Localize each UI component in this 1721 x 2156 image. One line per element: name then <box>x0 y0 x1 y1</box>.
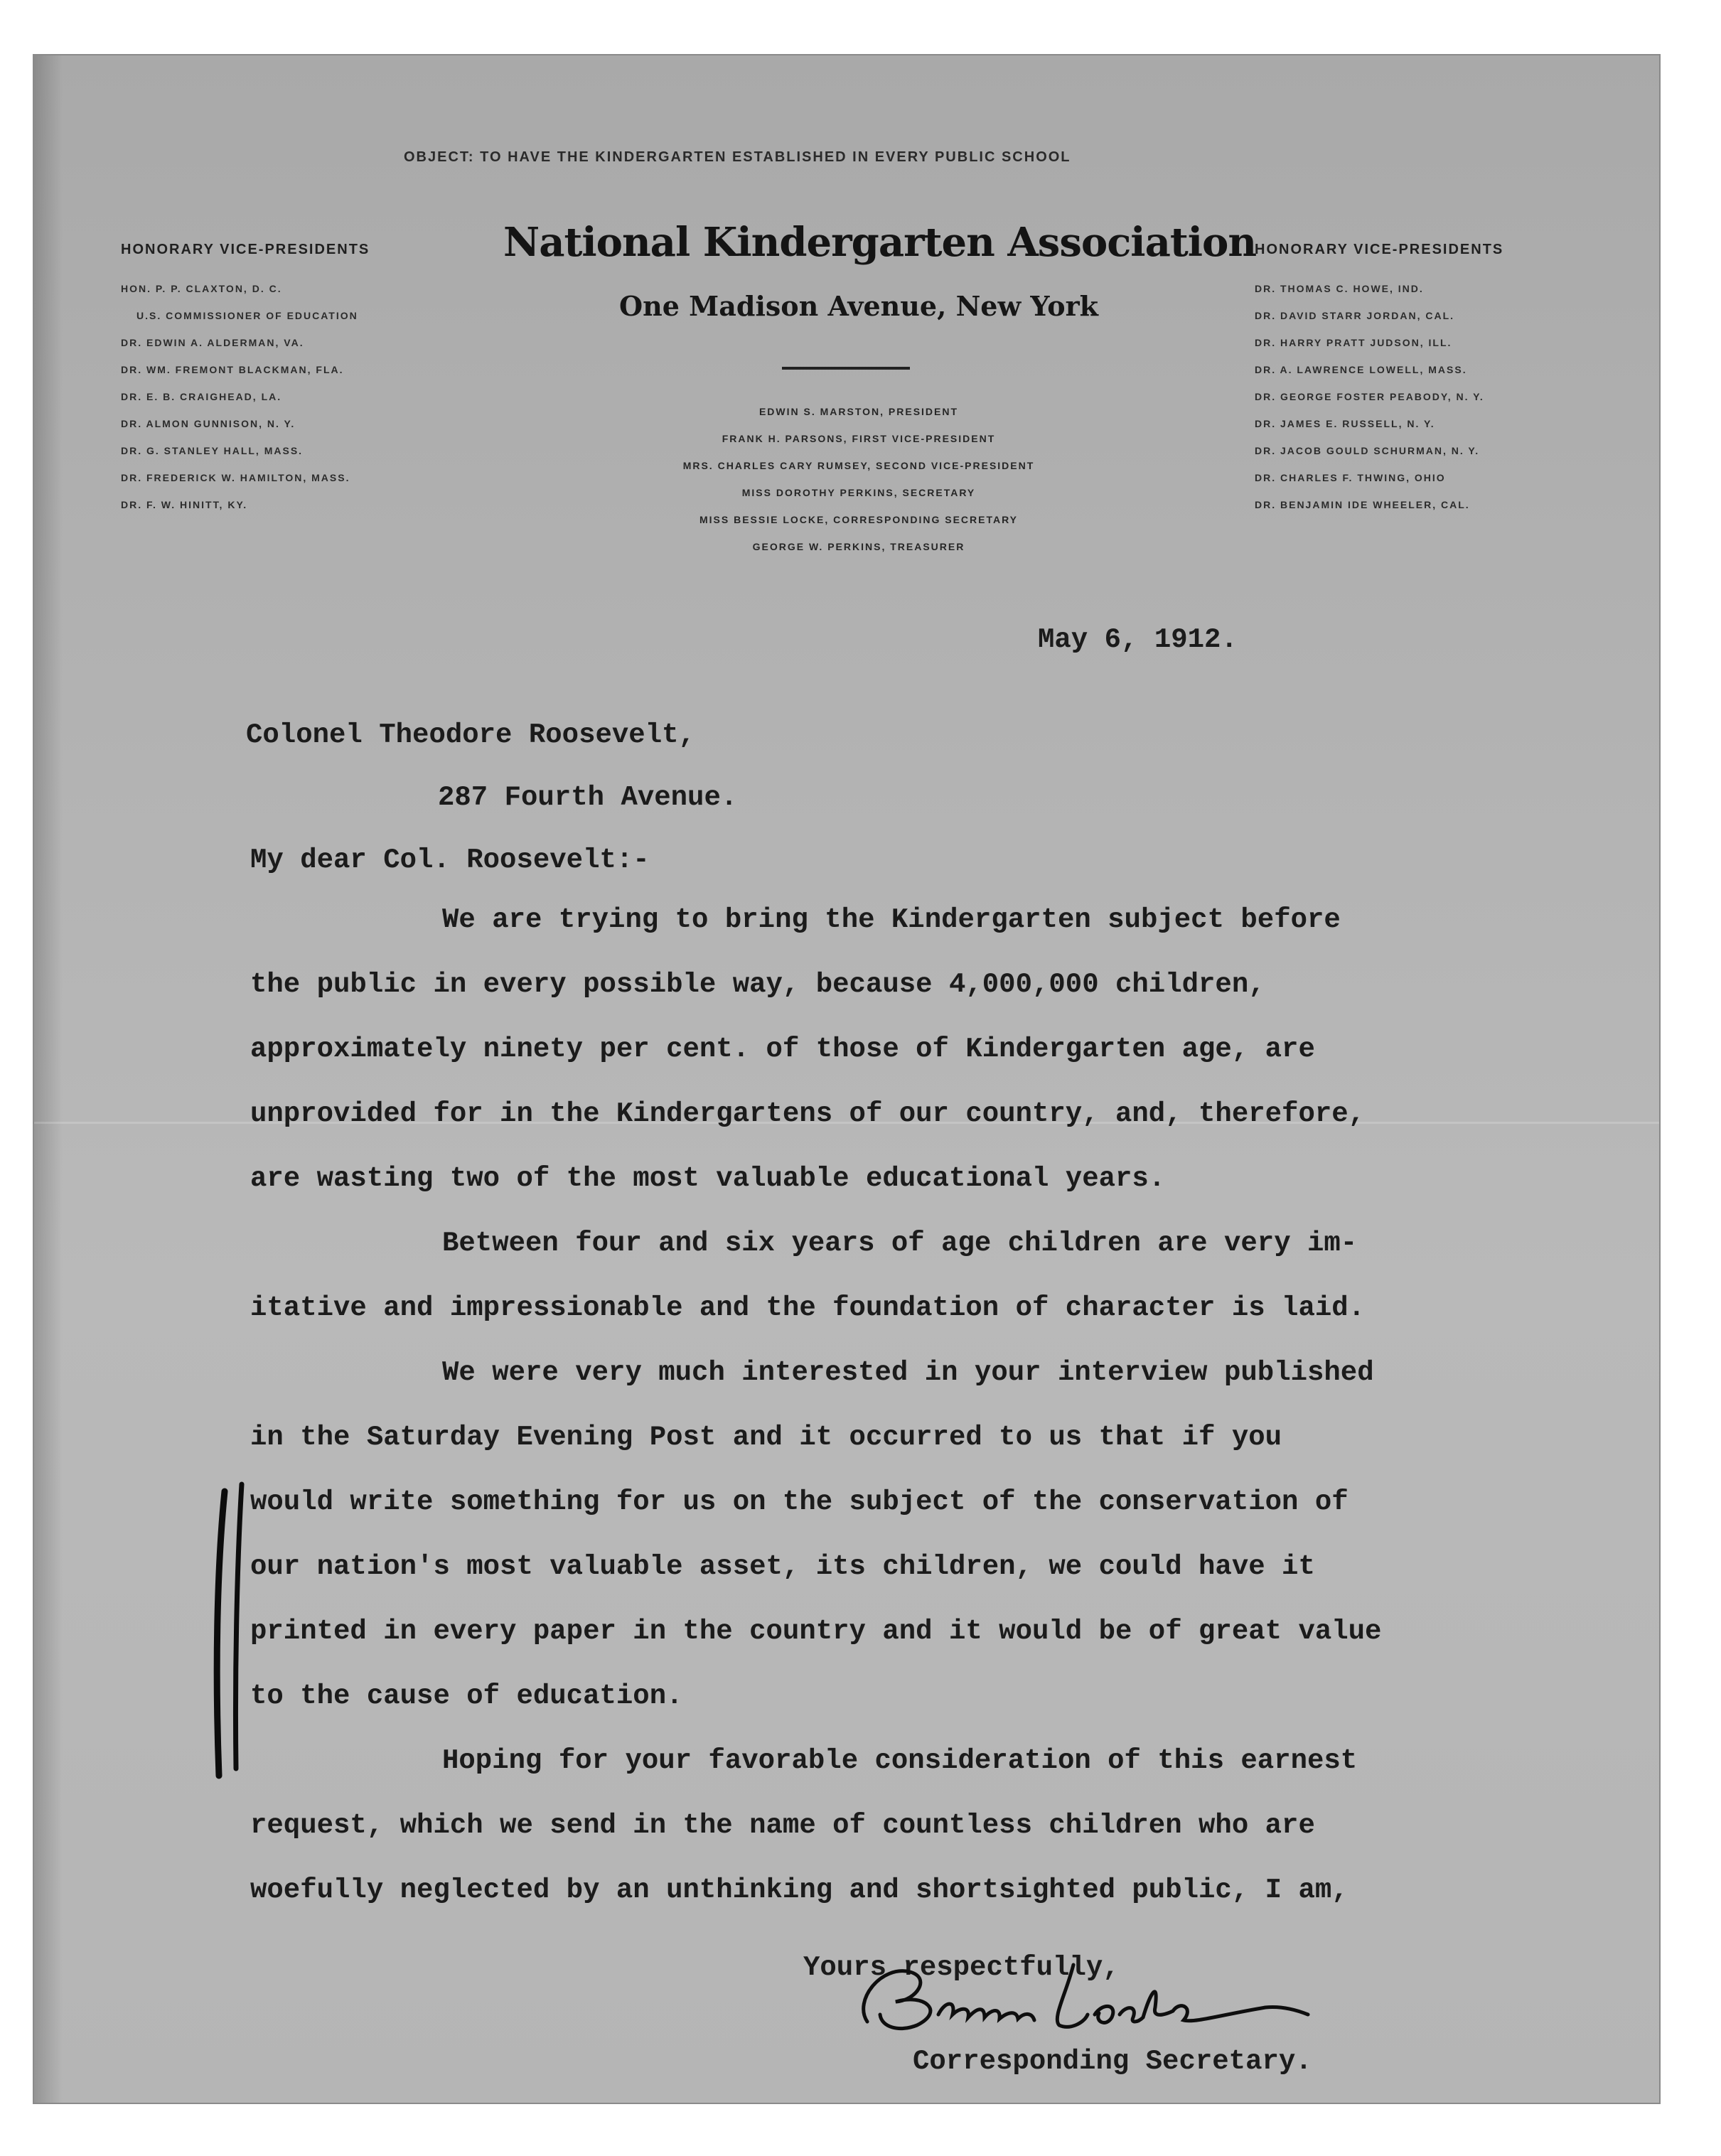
vice-president-entry: DR. FREDERICK W. HAMILTON, MASS. <box>121 472 350 483</box>
letter-body <box>250 899 1601 1934</box>
body-line: Hoping for your favorable consideration of this earnest <box>442 1745 1358 1776</box>
recipient-name: Colonel Theodore Roosevelt, <box>246 719 695 751</box>
letterhead-divider <box>782 367 910 370</box>
body-line: request, which we send in the name of countless children who are <box>250 1810 1315 1841</box>
vice-president-entry: DR. G. STANLEY HALL, MASS. <box>121 445 304 456</box>
officer-entry: EDWIN S. MARSTON, PRESIDENT <box>758 406 959 417</box>
body-line: in the Saturday Evening Post and it occurred to us that if you <box>250 1422 1282 1453</box>
body-line: approximately ninety per cent. of those of Kindergarten age, are <box>250 1034 1315 1065</box>
handwritten-signature <box>839 1943 1322 2043</box>
vice-president-entry: DR. JACOB GOULD SCHURMAN, N. Y. <box>1255 445 1480 456</box>
vice-president-entry: DR. THOMAS C. HOWE, IND. <box>1255 283 1424 294</box>
left-vice-presidents-heading: HONORARY VICE-PRESIDENTS <box>121 242 370 257</box>
vice-president-entry: DR. A. LAWRENCE LOWELL, MASS. <box>1255 364 1467 375</box>
body-line: the public in every possible way, because 4,000,000 children, <box>250 969 1265 1000</box>
officer-entry: MISS DOROTHY PERKINS, SECRETARY <box>741 487 976 498</box>
officer-entry: MISS BESSIE LOCKE, CORRESPONDING SECRETARY <box>699 514 1019 525</box>
recipient-address: 287 Fourth Avenue. <box>438 782 738 813</box>
letter-date: May 6, 1912. <box>1038 624 1238 655</box>
right-vice-presidents-list <box>1255 281 1484 525</box>
vice-president-entry: DR. F. W. HINITT, KY. <box>121 499 248 510</box>
body-line: We were very much interested in your interview published <box>442 1357 1374 1388</box>
vice-president-entry: DR. HARRY PRATT JUDSON, ILL. <box>1255 337 1452 348</box>
association-address: One Madison Avenue, New York <box>619 290 1098 322</box>
left-vice-presidents-list <box>121 281 358 525</box>
officer-entry: MRS. CHARLES CARY RUMSEY, SECOND VICE-PRESIDENT <box>682 460 1035 471</box>
body-line: Between four and six years of age children are very im- <box>442 1228 1358 1259</box>
vice-president-entry: DR. BENJAMIN IDE WHEELER, CAL. <box>1255 499 1470 510</box>
vice-president-entry: DR. DAVID STARR JORDAN, CAL. <box>1255 310 1455 321</box>
body-line: our nation's most valuable asset, its children, we could have it <box>250 1551 1315 1582</box>
salutation: My dear Col. Roosevelt:- <box>250 844 650 876</box>
object-statement: OBJECT: TO HAVE THE KINDERGARTEN ESTABLISHED IN EVERY PUBLIC SCHOOL <box>404 149 1071 165</box>
vice-president-entry: DR. GEORGE FOSTER PEABODY, N. Y. <box>1255 391 1484 402</box>
body-line: itative and impressionable and the foundation of character is laid. <box>250 1292 1366 1324</box>
officer-entry: GEORGE W. PERKINS, TREASURER <box>752 541 965 552</box>
body-line: unprovided for in the Kindergartens of our country, and, therefore, <box>250 1098 1366 1130</box>
closing: Yours respectfully, <box>803 1952 1120 1983</box>
vice-president-entry: DR. JAMES E. RUSSELL, N. Y. <box>1255 418 1435 429</box>
body-line: to the cause of education. <box>250 1680 683 1712</box>
right-vice-presidents-heading: HONORARY VICE-PRESIDENTS <box>1255 242 1504 257</box>
body-line: would write something for us on the subject of the conservation of <box>250 1486 1349 1518</box>
vice-president-entry: DR. E. B. CRAIGHEAD, LA. <box>121 391 282 402</box>
body-line: are wasting two of the most valuable educational years. <box>250 1163 1166 1194</box>
vice-president-entry: DR. ALMON GUNNISON, N. Y. <box>121 418 296 429</box>
vice-president-entry: DR. CHARLES F. THWING, OHIO <box>1255 472 1446 483</box>
officers-list <box>503 404 1214 566</box>
body-line: printed in every paper in the country and it would be of great value <box>250 1616 1382 1647</box>
officer-entry: FRANK H. PARSONS, FIRST VICE-PRESIDENT <box>722 433 996 444</box>
association-name: National Kindergarten Association <box>503 219 1257 266</box>
margin-marks-annotation <box>198 1477 254 1790</box>
body-line: We are trying to bring the Kindergarten subject before <box>442 904 1341 935</box>
vice-president-entry: DR. WM. FREMONT BLACKMAN, FLA. <box>121 364 344 375</box>
body-line: woefully neglected by an unthinking and shortsighted public, I am, <box>250 1875 1349 1906</box>
letter-sheet <box>34 55 1659 2103</box>
vice-president-entry: HON. P. P. CLAXTON, D. C. <box>121 283 282 294</box>
vice-president-entry: U.S. COMMISSIONER OF EDUCATION <box>136 310 358 321</box>
signer-title: Corresponding Secretary. <box>913 2046 1312 2077</box>
paper-edge-shadow <box>34 55 63 2103</box>
vice-president-entry: DR. EDWIN A. ALDERMAN, VA. <box>121 337 304 348</box>
